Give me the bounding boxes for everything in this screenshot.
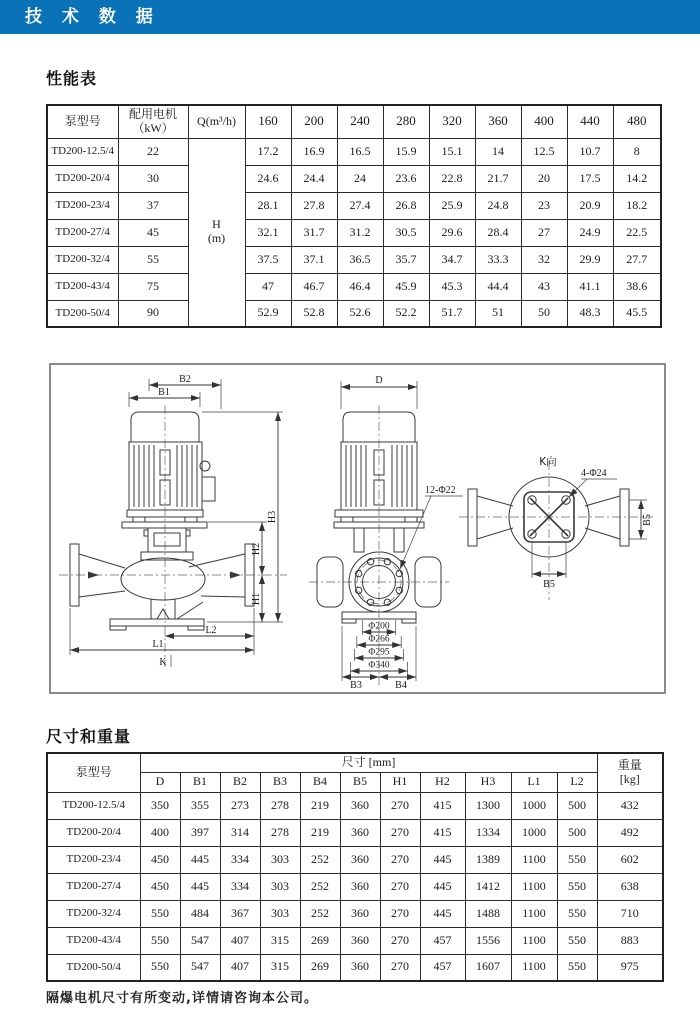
dim-value-cell: 415	[420, 819, 465, 846]
dim-label-phi340: Φ340	[368, 660, 390, 671]
dim-value-cell: 550	[140, 927, 180, 954]
dim-label-phi266: Φ266	[368, 634, 390, 645]
col-flow: Q(m³/h)	[188, 105, 245, 138]
pump-model-cell: TD200-32/4	[47, 246, 118, 273]
dim-value-cell: 219	[300, 792, 340, 819]
head-value-cell: 28.4	[475, 219, 521, 246]
dim-value-cell: 1100	[511, 927, 557, 954]
performance-table	[46, 104, 662, 328]
table-row	[47, 792, 663, 819]
table-header-row	[47, 753, 663, 772]
dim-value-cell: 360	[340, 900, 380, 927]
table-row	[47, 846, 663, 873]
dim-value-cell: 355	[180, 792, 220, 819]
pump-model-cell: TD200-32/4	[47, 900, 140, 927]
dim-value-cell: 445	[420, 873, 465, 900]
table-row	[47, 246, 661, 273]
dim-value-cell: 360	[340, 819, 380, 846]
head-value-cell: 36.5	[337, 246, 383, 273]
head-value-cell: 17.2	[245, 138, 291, 165]
dim-value-cell: 270	[380, 819, 420, 846]
head-value-cell: 33.3	[475, 246, 521, 273]
head-value-cell: 16.9	[291, 138, 337, 165]
view-label-k: K向	[539, 456, 557, 468]
dim-value-cell: 445	[420, 900, 465, 927]
dim-value-cell: 252	[300, 900, 340, 927]
dim-value-cell: 303	[260, 846, 300, 873]
flow-header-cell: 200	[291, 105, 337, 138]
dim-value-cell: 407	[220, 954, 260, 981]
section-mark-k: K	[159, 657, 167, 668]
head-value-cell: 35.7	[383, 246, 429, 273]
flow-header-cell: 440	[567, 105, 613, 138]
table-row	[47, 819, 663, 846]
dim-value-cell: 550	[140, 954, 180, 981]
dim-value-cell: 1412	[465, 873, 511, 900]
dim-value-cell: 400	[140, 819, 180, 846]
dim-value-cell: 350	[140, 792, 180, 819]
head-value-cell: 22.8	[429, 165, 475, 192]
head-unit-line2: (m)	[207, 231, 226, 246]
head-value-cell: 44.4	[475, 273, 521, 300]
head-value-cell: 52.2	[383, 300, 429, 327]
head-value-cell: 14	[475, 138, 521, 165]
dim-value-cell: 415	[420, 792, 465, 819]
dim-label-d: D	[375, 375, 383, 386]
flow-header-cell: 280	[383, 105, 429, 138]
dim-value-cell: 270	[380, 927, 420, 954]
pump-model-cell: TD200-43/4	[47, 927, 140, 954]
weight-cell: 432	[597, 792, 663, 819]
pump-model-cell: TD200-12.5/4	[47, 792, 140, 819]
pump-model-cell: TD200-50/4	[47, 300, 118, 327]
dim-value-cell: 1100	[511, 873, 557, 900]
motor-power-cell: 45	[118, 219, 188, 246]
dim-value-cell: 270	[380, 954, 420, 981]
dim-value-cell: 1000	[511, 819, 557, 846]
dim-header-cell: H2	[420, 772, 465, 792]
head-value-cell: 52.9	[245, 300, 291, 327]
dim-value-cell: 1607	[465, 954, 511, 981]
head-value-cell: 18.2	[613, 192, 661, 219]
dim-label-phi200: Φ200	[368, 621, 390, 632]
head-value-cell: 26.8	[383, 192, 429, 219]
head-value-cell: 24	[337, 165, 383, 192]
motor-power-cell: 30	[118, 165, 188, 192]
dim-value-cell: 278	[260, 819, 300, 846]
head-value-cell: 31.2	[337, 219, 383, 246]
motor-power-cell: 75	[118, 273, 188, 300]
head-value-cell: 25.9	[429, 192, 475, 219]
dim-header-cell: B1	[180, 772, 220, 792]
head-value-cell: 34.7	[429, 246, 475, 273]
dim-value-cell: 1488	[465, 900, 511, 927]
dim-header-cell: H3	[465, 772, 511, 792]
dim-header-cell: D	[140, 772, 180, 792]
dim-value-cell: 315	[260, 954, 300, 981]
dim-label-b3: B3	[350, 680, 362, 691]
dimensions-section-title: 尺寸和重量	[46, 727, 132, 746]
dim-value-cell: 360	[340, 954, 380, 981]
head-value-cell: 46.4	[337, 273, 383, 300]
head-value-cell: 8	[613, 138, 661, 165]
table-subheader-row	[47, 772, 663, 792]
dim-value-cell: 360	[340, 792, 380, 819]
dimensions-table	[46, 752, 664, 982]
head-value-cell: 37.5	[245, 246, 291, 273]
page-title: 技 术 数 据	[25, 7, 160, 27]
head-value-cell: 45.3	[429, 273, 475, 300]
head-value-cell: 10.7	[567, 138, 613, 165]
table-header-row	[47, 105, 661, 138]
front-view	[309, 375, 463, 691]
dim-header-cell: H1	[380, 772, 420, 792]
col-pump-model: 泵型号	[47, 753, 140, 792]
dim-value-cell: 1334	[465, 819, 511, 846]
head-value-cell: 37.1	[291, 246, 337, 273]
motor-power-cell: 37	[118, 192, 188, 219]
head-value-cell: 24.6	[245, 165, 291, 192]
head-value-cell: 52.8	[291, 300, 337, 327]
table-row	[47, 873, 663, 900]
dim-label-b5-vert: B5	[642, 514, 653, 526]
table-row	[47, 192, 661, 219]
flow-header-cell: 320	[429, 105, 475, 138]
head-value-cell: 41.1	[567, 273, 613, 300]
head-value-cell: 50	[521, 300, 567, 327]
dim-value-cell: 445	[420, 846, 465, 873]
flow-header-cell: 240	[337, 105, 383, 138]
dim-value-cell: 500	[557, 792, 597, 819]
head-value-cell: 52.6	[337, 300, 383, 327]
dim-value-cell: 360	[340, 873, 380, 900]
head-value-cell: 30.5	[383, 219, 429, 246]
dim-label-b1: B1	[158, 387, 170, 398]
dim-value-cell: 450	[140, 846, 180, 873]
dim-header-cell: L2	[557, 772, 597, 792]
head-value-cell: 45.9	[383, 273, 429, 300]
head-value-cell: 23	[521, 192, 567, 219]
dim-value-cell: 1556	[465, 927, 511, 954]
bolt-callout-4: 4-Φ24	[581, 468, 607, 479]
dim-value-cell: 334	[220, 873, 260, 900]
dim-value-cell: 547	[180, 927, 220, 954]
flow-header-cell: 160	[245, 105, 291, 138]
table-row	[47, 900, 663, 927]
table-row	[47, 138, 661, 165]
head-value-cell: 24.9	[567, 219, 613, 246]
head-value-cell: 20	[521, 165, 567, 192]
dim-value-cell: 334	[220, 846, 260, 873]
dim-label-l1: L1	[152, 639, 164, 650]
weight-cell: 492	[597, 819, 663, 846]
dim-value-cell: 303	[260, 873, 300, 900]
dim-value-cell: 550	[557, 927, 597, 954]
dim-header-cell: L1	[511, 772, 557, 792]
footnote: 隔爆电机尺寸有所变动,详情请咨询本公司。	[46, 991, 318, 1006]
pump-model-cell: TD200-23/4	[47, 192, 118, 219]
dim-value-cell: 457	[420, 954, 465, 981]
dim-label-b2: B2	[179, 374, 191, 385]
weight-cell: 602	[597, 846, 663, 873]
head-value-cell: 29.6	[429, 219, 475, 246]
side-view	[59, 374, 287, 668]
col-size-group: 尺寸 [mm]	[140, 753, 597, 772]
dim-label-h2: H2	[251, 542, 262, 556]
dim-value-cell: 360	[340, 846, 380, 873]
dim-value-cell: 270	[380, 792, 420, 819]
dim-value-cell: 1389	[465, 846, 511, 873]
col-motor-power-line2: （kW）	[132, 120, 174, 135]
dim-value-cell: 303	[260, 900, 300, 927]
dim-value-cell: 269	[300, 954, 340, 981]
head-value-cell: 45.5	[613, 300, 661, 327]
dim-value-cell: 550	[557, 873, 597, 900]
dim-value-cell: 252	[300, 873, 340, 900]
col-motor-power-line1: 配用电机	[128, 106, 177, 121]
pump-model-cell: TD200-27/4	[47, 873, 140, 900]
dim-value-cell: 407	[220, 927, 260, 954]
dim-label-b5-horiz: B5	[543, 579, 555, 590]
dim-value-cell: 1100	[511, 900, 557, 927]
head-value-cell: 17.5	[567, 165, 613, 192]
dim-value-cell: 315	[260, 927, 300, 954]
dim-value-cell: 547	[180, 954, 220, 981]
dim-value-cell: 270	[380, 873, 420, 900]
table-row	[47, 927, 663, 954]
weight-cell: 710	[597, 900, 663, 927]
pump-outline-drawing	[49, 363, 666, 694]
head-unit-line1: H	[212, 217, 221, 232]
dim-label-h1: H1	[251, 592, 262, 606]
dim-value-cell: 269	[300, 927, 340, 954]
col-weight-line2: [kg]	[619, 771, 640, 786]
head-value-cell: 43	[521, 273, 567, 300]
head-value-cell: 46.7	[291, 273, 337, 300]
dim-value-cell: 550	[140, 900, 180, 927]
dim-value-cell: 450	[140, 873, 180, 900]
pump-model-cell: TD200-50/4	[47, 954, 140, 981]
head-value-cell: 24.4	[291, 165, 337, 192]
weight-cell: 975	[597, 954, 663, 981]
dim-value-cell: 445	[180, 873, 220, 900]
head-value-cell: 21.7	[475, 165, 521, 192]
col-weight	[597, 753, 663, 792]
head-value-cell: 16.5	[337, 138, 383, 165]
head-value-cell: 48.3	[567, 300, 613, 327]
header-bar	[0, 0, 700, 34]
head-value-cell: 29.9	[567, 246, 613, 273]
dim-value-cell: 397	[180, 819, 220, 846]
k-direction-view	[459, 455, 653, 600]
head-value-cell: 20.9	[567, 192, 613, 219]
dim-value-cell: 550	[557, 900, 597, 927]
motor-power-cell: 22	[118, 138, 188, 165]
head-value-cell: 51.7	[429, 300, 475, 327]
table-row	[47, 165, 661, 192]
col-pump-model: 泵型号	[47, 105, 118, 138]
col-weight-line1: 重量	[617, 757, 642, 772]
weight-cell: 638	[597, 873, 663, 900]
dim-value-cell: 270	[380, 846, 420, 873]
table-row	[47, 954, 663, 981]
head-value-cell: 32	[521, 246, 567, 273]
dim-header-cell: B4	[300, 772, 340, 792]
table-row	[47, 300, 661, 327]
pump-model-cell: TD200-20/4	[47, 165, 118, 192]
dim-value-cell: 360	[340, 927, 380, 954]
flow-header-cell: 480	[613, 105, 661, 138]
dim-value-cell: 273	[220, 792, 260, 819]
head-value-cell: 15.1	[429, 138, 475, 165]
head-value-cell: 15.9	[383, 138, 429, 165]
performance-section-title: 性能表	[46, 69, 98, 88]
dim-label-h3: H3	[267, 510, 278, 524]
weight-cell: 883	[597, 927, 663, 954]
dim-header-cell: B5	[340, 772, 380, 792]
dim-header-cell: B3	[260, 772, 300, 792]
pump-model-cell: TD200-27/4	[47, 219, 118, 246]
head-value-cell: 32.1	[245, 219, 291, 246]
head-value-cell: 31.7	[291, 219, 337, 246]
motor-power-cell: 55	[118, 246, 188, 273]
dim-value-cell: 1300	[465, 792, 511, 819]
dim-value-cell: 484	[180, 900, 220, 927]
dim-value-cell: 219	[300, 819, 340, 846]
flow-header-cell: 360	[475, 105, 521, 138]
pump-model-cell: TD200-43/4	[47, 273, 118, 300]
head-value-cell: 47	[245, 273, 291, 300]
dim-label-l2: L2	[205, 625, 217, 636]
dim-value-cell: 278	[260, 792, 300, 819]
head-value-cell: 27.7	[613, 246, 661, 273]
table-row	[47, 219, 661, 246]
head-value-cell: 27.8	[291, 192, 337, 219]
dim-value-cell: 314	[220, 819, 260, 846]
pump-model-cell: TD200-12.5/4	[47, 138, 118, 165]
head-value-cell: 24.8	[475, 192, 521, 219]
dim-label-phi295: Φ295	[368, 647, 390, 658]
head-value-cell: 12.5	[521, 138, 567, 165]
flow-header-cell: 400	[521, 105, 567, 138]
dim-value-cell: 550	[557, 954, 597, 981]
dim-value-cell: 550	[557, 846, 597, 873]
head-value-cell: 27.4	[337, 192, 383, 219]
pump-model-cell: TD200-20/4	[47, 819, 140, 846]
dim-value-cell: 457	[420, 927, 465, 954]
head-value-cell: 27	[521, 219, 567, 246]
dim-header-cell: B2	[220, 772, 260, 792]
dim-value-cell: 445	[180, 846, 220, 873]
dim-value-cell: 1000	[511, 792, 557, 819]
dim-value-cell: 367	[220, 900, 260, 927]
table-row	[47, 273, 661, 300]
head-value-cell: 51	[475, 300, 521, 327]
motor-power-cell: 90	[118, 300, 188, 327]
head-value-cell: 28.1	[245, 192, 291, 219]
dim-value-cell: 1100	[511, 954, 557, 981]
pump-model-cell: TD200-23/4	[47, 846, 140, 873]
dim-value-cell: 252	[300, 846, 340, 873]
head-value-cell: 22.5	[613, 219, 661, 246]
dim-value-cell: 500	[557, 819, 597, 846]
dim-value-cell: 1100	[511, 846, 557, 873]
head-value-cell: 14.2	[613, 165, 661, 192]
head-value-cell: 23.6	[383, 165, 429, 192]
bolt-callout-12: 12-Φ22	[425, 485, 456, 496]
dim-label-b4: B4	[395, 680, 407, 691]
dim-value-cell: 270	[380, 900, 420, 927]
col-motor-power	[118, 105, 188, 138]
head-unit-cell	[188, 138, 245, 327]
head-value-cell: 38.6	[613, 273, 661, 300]
